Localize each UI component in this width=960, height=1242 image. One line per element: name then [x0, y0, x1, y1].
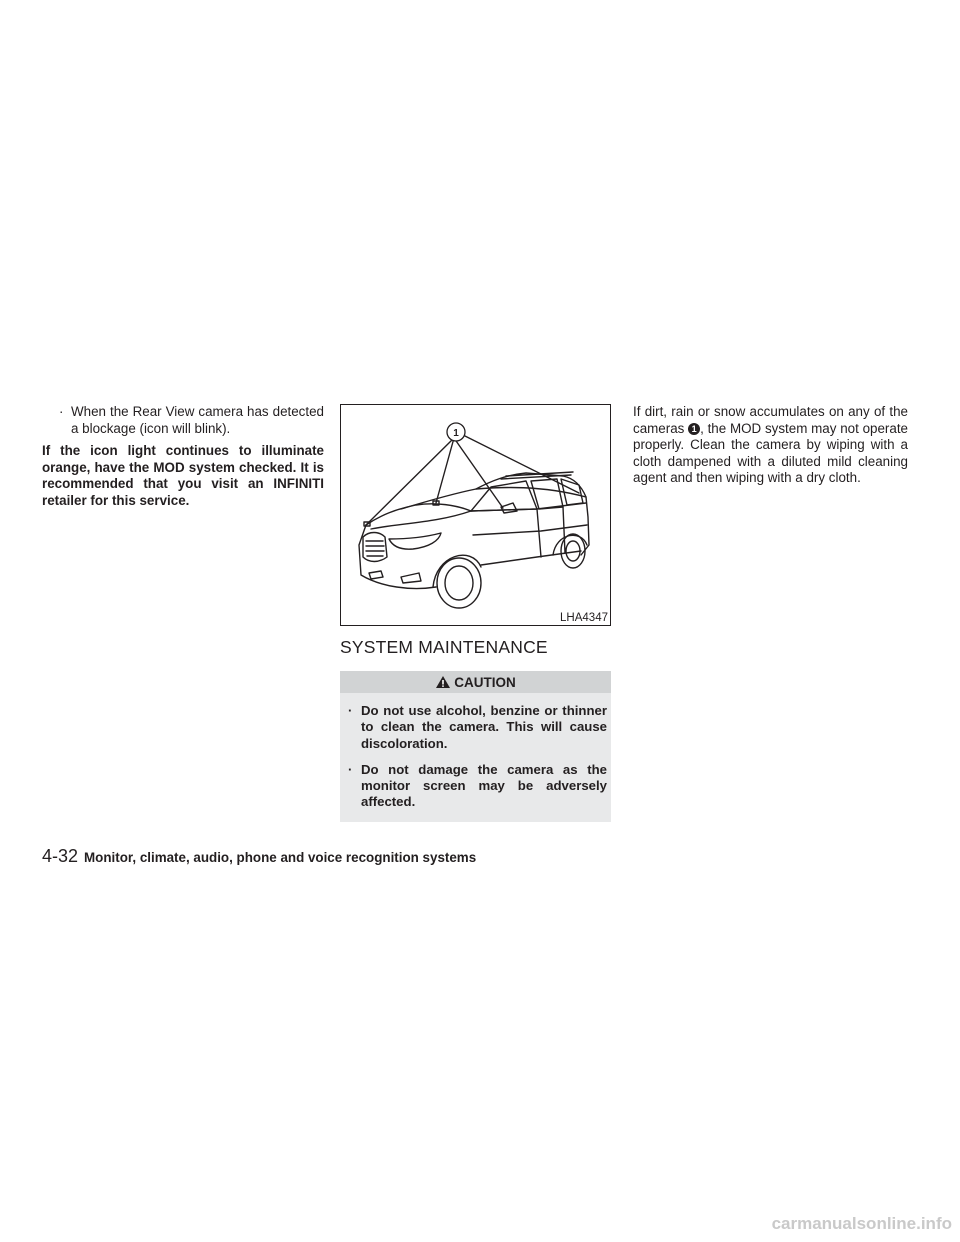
caution-item-text: Do not damage the camera as the monitor screen may be adversely affected.: [361, 761, 607, 810]
caution-box: [340, 671, 611, 822]
maintenance-text-start: If dirt, rain or snow accumulates on any of the cameras: [633, 404, 908, 436]
page-footer: [42, 846, 476, 867]
caution-item: [340, 703, 611, 752]
service-recommendation-paragraph: If the icon light continues to illuminate orange, have the MOD system checked. It is recommended that you visit an INFINITI retailer for this service.: [42, 443, 324, 508]
page-number: 4-32: [42, 846, 79, 866]
callout-number: 1: [688, 423, 700, 435]
vehicle-camera-locations-illustration: [341, 405, 610, 625]
section-title: SYSTEM MAINTENANCE: [340, 637, 548, 657]
left-column: [42, 404, 324, 509]
maintenance-text-end: , the MOD system may not operate properly. Clean the camera by wiping with a cloth dampened with a diluted mild cleaning agent and then wiping with a dry cloth.: [633, 420, 908, 485]
warning-triangle-icon: [435, 675, 451, 689]
chapter-title: Monitor, climate, audio, phone and voice recognition systems: [84, 850, 477, 865]
bullet-dot: ·: [348, 761, 353, 777]
vehicle-camera-figure: [340, 404, 611, 626]
caution-label: CAUTION: [454, 674, 516, 690]
bullet-dot: ·: [59, 404, 64, 419]
bullet-text: When the Rear View camera has detected a blockage (icon will blink).: [71, 404, 324, 436]
figure-code: LHA4347: [560, 612, 608, 624]
middle-column: [340, 404, 611, 822]
right-column: [633, 404, 908, 487]
bullet-item: [42, 404, 324, 437]
bullet-dot: ·: [348, 703, 353, 718]
caution-item-text: Do not use alcohol, benzine or thinner to clean the camera. This will cause discoloration.: [361, 703, 607, 751]
caution-item: [340, 762, 611, 811]
caution-header: [340, 671, 611, 693]
watermark: carmanualsonline.info: [771, 1214, 952, 1233]
maintenance-paragraph: [633, 404, 908, 487]
callout-label: 1: [453, 428, 459, 439]
